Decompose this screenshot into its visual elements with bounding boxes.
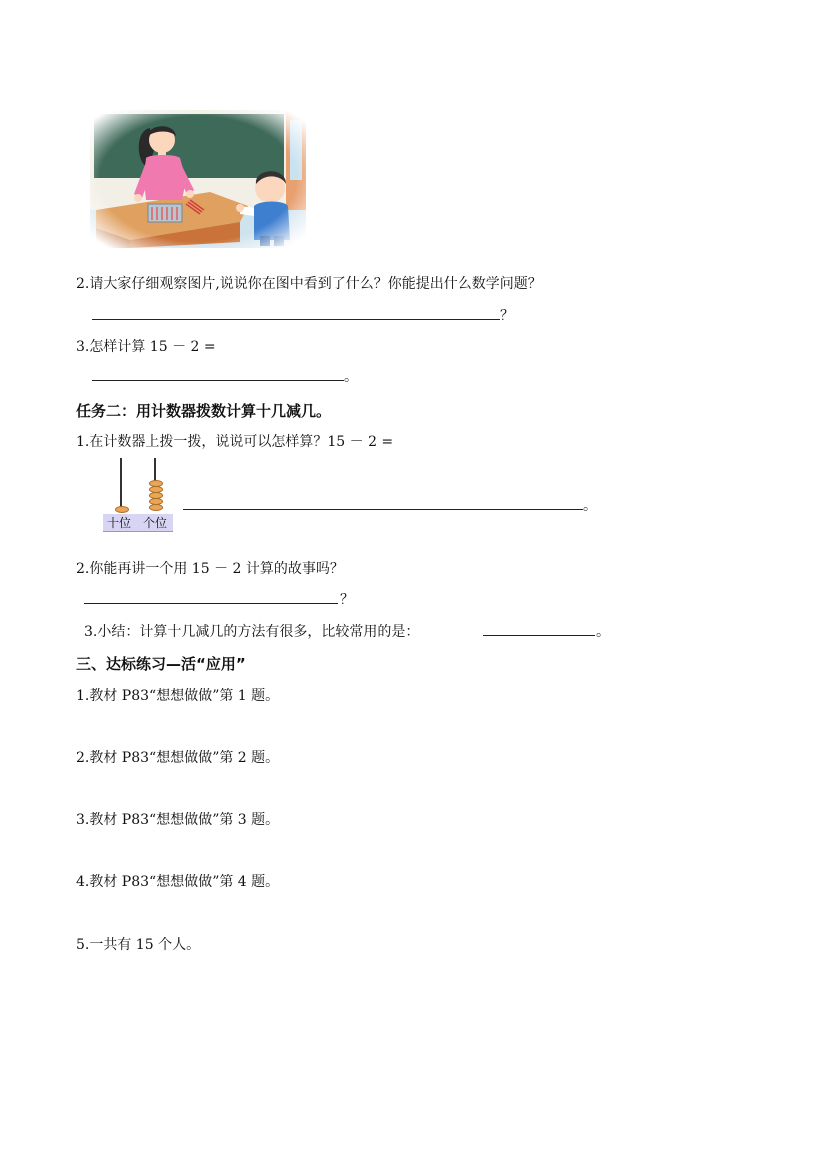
section3-heading: 三、达标练习—活“应用”: [76, 655, 246, 673]
exercise-item: 4.教材 P83“想想做做”第 4 题。: [76, 874, 280, 890]
exercise-item: 2.教材 P83“想想做做”第 2 题。: [76, 750, 280, 766]
answer-blank-summary[interactable]: [483, 635, 595, 636]
task2-question-2-tail: ？: [340, 592, 354, 608]
classroom-illustration: [90, 110, 306, 248]
question-2-text: 2.请大家仔细观察图片,说说你在图中看到了什么？你能提出什么数学问题？: [76, 276, 542, 292]
exercise-item: 1.教材 P83“想想做做”第 1 题。: [76, 688, 280, 704]
task2-summary-tail: 。: [596, 624, 610, 640]
tens-bead: [115, 506, 129, 513]
answer-blank-q2[interactable]: [92, 319, 500, 320]
task2-heading: 任务二：用计数器拨数计算十几减几。: [76, 402, 332, 420]
task2-question-1-text: 1.在计数器上拨一拨，说说可以怎样算？15 － 2 =: [76, 434, 394, 450]
tens-label: 十位: [107, 516, 132, 530]
task2-summary-text: 3.小结：计算十几减几的方法有很多，比较常用的是：: [84, 624, 420, 640]
exercise-item: 3.教材 P83“想想做做”第 3 题。: [76, 812, 280, 828]
task2-question-1-tail: 。: [583, 498, 597, 514]
question-3-tail: 。: [344, 369, 358, 385]
ones-bead: [149, 504, 163, 511]
answer-blank-task2-q2[interactable]: [84, 603, 338, 604]
tens-rod: [120, 458, 122, 510]
question-3-text: 3.怎样计算 15 － 2 =: [76, 339, 216, 355]
ones-label: 个位: [143, 516, 168, 530]
abacus-counter: [103, 458, 175, 532]
answer-blank-task2-q1[interactable]: [183, 509, 583, 510]
task2-question-2-text: 2.你能再讲一个用 15 － 2 计算的故事吗？: [76, 561, 344, 577]
question-2-tail: ？: [500, 308, 514, 324]
answer-blank-q3[interactable]: [92, 380, 344, 381]
exercise-item: 5.一共有 15 个人。: [76, 937, 201, 953]
